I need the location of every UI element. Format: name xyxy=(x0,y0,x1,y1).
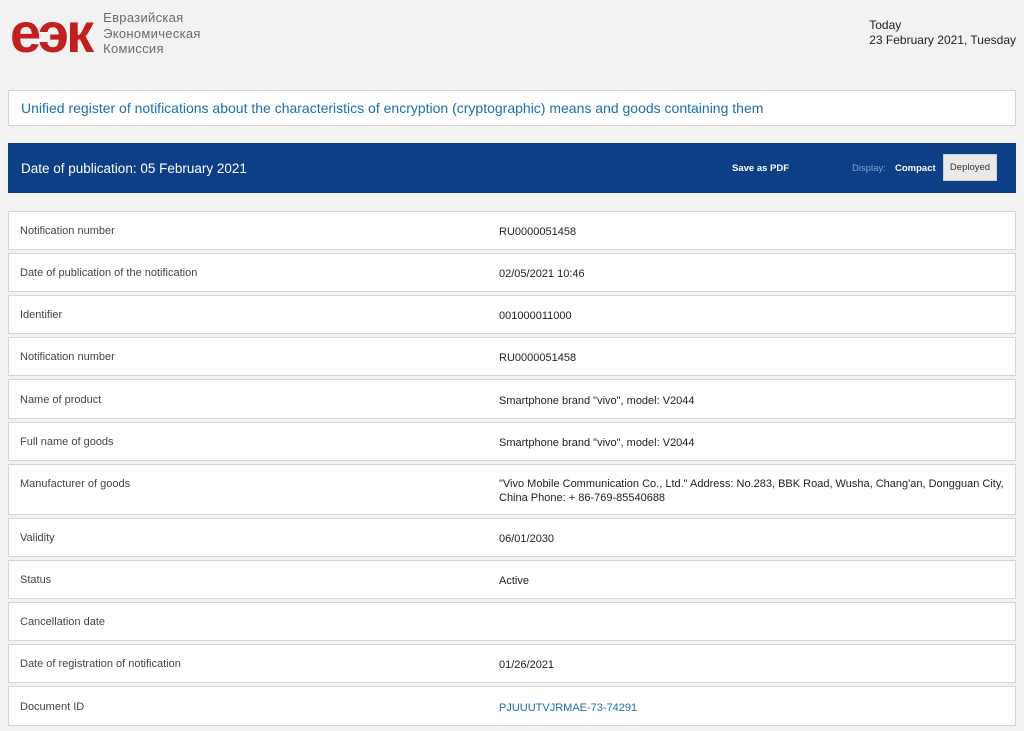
table-row xyxy=(8,337,1016,376)
table-row xyxy=(8,518,1016,557)
row-value: 01/26/2021 xyxy=(499,659,555,671)
compact-view-button[interactable]: Compact xyxy=(895,162,936,174)
row-value: 02/05/2021 10:46 xyxy=(499,268,585,280)
row-label: Name of product xyxy=(20,394,102,406)
table-row xyxy=(8,560,1016,599)
row-label: Full name of goods xyxy=(20,436,114,448)
logo-line-2: Экономическая xyxy=(103,25,201,41)
row-value: RU0000051458 xyxy=(499,226,577,238)
page-header xyxy=(0,0,1024,80)
row-label: Notification number xyxy=(20,225,115,237)
eec-logo[interactable] xyxy=(10,1,201,64)
row-value: Active xyxy=(499,575,529,587)
row-label: Identifier xyxy=(20,309,63,321)
row-label: Manufacturer of goods xyxy=(20,478,131,490)
table-row xyxy=(8,644,1016,683)
row-value: 001000011000 xyxy=(499,310,572,322)
row-label: Cancellation date xyxy=(20,616,106,628)
logo-line-3: Комиссия xyxy=(103,41,164,56)
row-label: Date of publication of the notification xyxy=(20,267,198,279)
row-label: Document ID xyxy=(20,701,85,713)
row-label: Status xyxy=(20,574,52,586)
table-row xyxy=(8,686,1016,726)
publication-bar xyxy=(8,143,1016,193)
today-label: Today xyxy=(869,18,902,32)
row-label: Notification number xyxy=(20,351,115,363)
logo-text xyxy=(103,10,201,57)
deployed-view-button[interactable]: Deployed xyxy=(943,154,997,181)
table-row xyxy=(8,602,1016,641)
today-block xyxy=(869,18,1016,48)
logo-mark: еэк xyxy=(10,1,92,64)
table-row xyxy=(8,422,1016,461)
save-as-pdf-link[interactable]: Save as PDF xyxy=(732,162,790,174)
row-label: Date of registration of notification xyxy=(20,658,181,670)
logo-line-1: Евразийская xyxy=(103,10,184,25)
display-label: Display: xyxy=(852,162,886,174)
today-date: 23 February 2021, Tuesday xyxy=(869,33,1016,47)
row-value: Smartphone brand "vivo", model: V2044 xyxy=(499,395,695,407)
row-value: "Vivo Mobile Communication Co., Ltd." Address: No.283, BBK Road, Wusha, Chang'an, Dongguan City, China Phone: + 86-769-85540688 xyxy=(499,478,1004,504)
publication-date: Date of publication: 05 February 2021 xyxy=(21,160,247,176)
row-label: Validity xyxy=(20,532,55,544)
row-value: Smartphone brand "vivo", model: V2044 xyxy=(499,437,695,449)
table-row xyxy=(8,253,1016,292)
row-value: RU0000051458 xyxy=(499,352,577,364)
table-row xyxy=(8,379,1016,419)
document-id-link[interactable]: PJUUUTVJRMAE-73-74291 xyxy=(499,702,638,714)
register-title-box xyxy=(8,90,1016,126)
register-title: Unified register of notifications about the characteristics of encryption (cryptographic) means and goods containing them xyxy=(21,100,764,116)
table-row xyxy=(8,295,1016,334)
table-row xyxy=(8,211,1016,250)
table-row xyxy=(8,464,1016,515)
row-value: 06/01/2030 xyxy=(499,533,555,545)
